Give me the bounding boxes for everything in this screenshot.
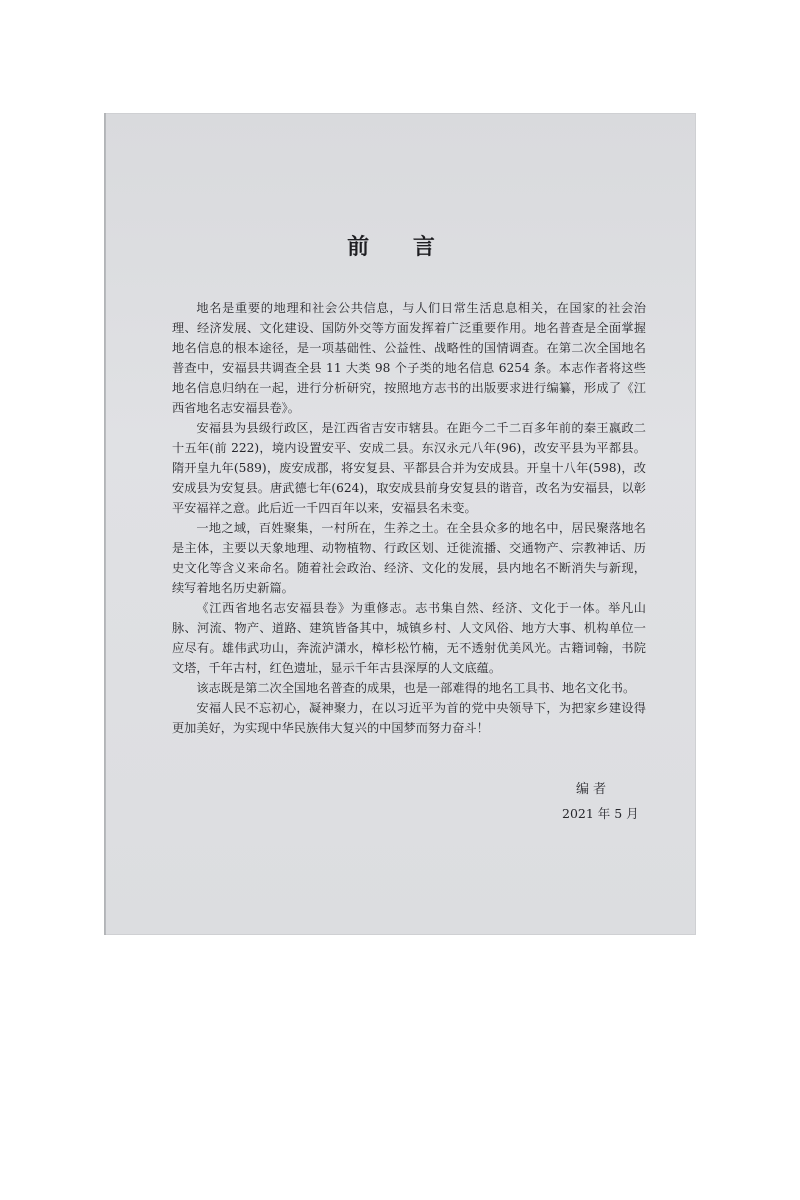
document-photo bbox=[104, 113, 696, 935]
paragraph-1: 地名是重要的地理和社会公共信息，与人们日常生活息息相关，在国家的社会治理、经济发展、文化建设、国防外交等方面发挥着广泛重要作用。地名普查是全面掌握地名信息的根本途径，是一项基础性、公益性、战略性的国情调查。在第二次全国地名普查中，安福县共调查全县 11 大类 98 个子类的地名信息 6254 条。本志作者将这些地名信息归纳在一起，进行分析研究，按照地方志书的出版要求进行编纂，形成了《江西省地名志安福县卷》。 bbox=[172, 301, 646, 415]
preface-body bbox=[172, 298, 646, 738]
page-title: 前 言 bbox=[347, 234, 453, 260]
paragraph-2: 安福县为县级行政区，是江西省吉安市辖县。在距今二千二百多年前的秦王嬴政二十五年(前 222)，境内设置安平、安成二县。东汉永元八年(96)，改安平县为平都县。隋开皇九年(589)，废安成郡，将安复县、平都县合并为安成县。开皇十八年(598)，改安成县为安复县。唐武德七年(624)，取安成县前身安复县的谐音，改名为安福县，以彰平安福祥之意。此后近一千四百年以来，安福县名未变。 bbox=[172, 421, 646, 515]
editor-signature: 编者 bbox=[576, 782, 611, 797]
paragraph-4: 《江西省地名志安福县卷》为重修志。志书集自然、经济、文化于一体。举凡山脉、河流、物产、道路、建筑皆备其中，城镇乡村、人文风俗、地方大事、机构单位一应尽有。雄伟武功山，奔流泸潇水，樟杉松竹楠，无不透射优美风光。古籍词翰，书院文塔，千年古村，红色遗址，显示千年古县深厚的人文底蕴。 bbox=[172, 601, 646, 675]
paragraph-5: 该志既是第二次全国地名普查的成果，也是一部难得的地名工具书、地名文化书。 bbox=[196, 681, 636, 695]
publication-date: 2021 年 5 月 bbox=[562, 806, 639, 821]
paragraph-6: 安福人民不忘初心，凝神聚力，在以习近平为首的党中央领导下，为把家乡建设得更加美好，为实现中华民族伟大复兴的中国梦而努力奋斗！ bbox=[172, 701, 646, 735]
paragraph-3: 一地之域，百姓聚集，一村所在，生养之土。在全县众多的地名中，居民聚落地名是主体，主要以天象地理、动物植物、行政区划、迁徙流播、交通物产、宗教神话、历史文化等含义来命名。随着社会政治、经济、文化的发展，县内地名不断消失与新现，续写着地名历史新篇。 bbox=[172, 521, 646, 595]
